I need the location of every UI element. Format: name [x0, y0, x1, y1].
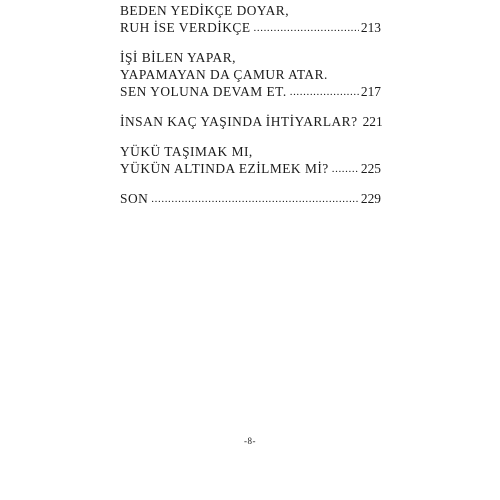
toc-entry-213 [120, 2, 381, 38]
toc-entry-title: SON [120, 191, 149, 206]
dot-leader [254, 20, 359, 37]
dot-leader [151, 191, 359, 208]
toc-entry-title: SEN YOLUNA DEVAM ET. [120, 84, 287, 99]
toc-entry-title: İNSAN KAÇ YAŞINDA İHTİYARLAR? [120, 114, 358, 129]
toc-entry-221 [120, 113, 381, 132]
toc-entry-last-line [120, 19, 381, 38]
toc-entry-last-line [120, 190, 381, 209]
toc-page-number: 225 [360, 161, 381, 176]
page-number-footer: -8- [244, 436, 256, 446]
toc-entry-line: YAPAMAYAN DA ÇAMUR ATAR. [120, 67, 328, 82]
dot-leader [332, 161, 359, 178]
toc-entry-225 [120, 143, 381, 179]
toc-entry-last-line [120, 160, 381, 179]
toc-entry-217 [120, 49, 381, 102]
toc-entry-line: İŞİ BİLEN YAPAR, [120, 50, 237, 65]
toc-entry-229 [120, 190, 381, 209]
dot-leader [290, 84, 359, 101]
toc-entry-last-line [120, 113, 381, 132]
table-of-contents [120, 2, 381, 220]
toc-page-number: 221 [362, 114, 383, 129]
toc-page-number: 229 [360, 191, 381, 206]
toc-entry-line: YÜKÜ TAŞIMAK MI, [120, 144, 253, 159]
toc-page-number: 217 [360, 84, 381, 99]
toc-entry-line: BEDEN YEDİKÇE DOYAR, [120, 3, 290, 18]
toc-entry-last-line [120, 83, 381, 102]
toc-entry-title: RUH İSE VERDİKÇE [120, 20, 251, 35]
toc-entry-title: YÜKÜN ALTINDA EZİLMEK Mİ? [120, 161, 329, 176]
toc-page-number: 213 [360, 20, 381, 35]
